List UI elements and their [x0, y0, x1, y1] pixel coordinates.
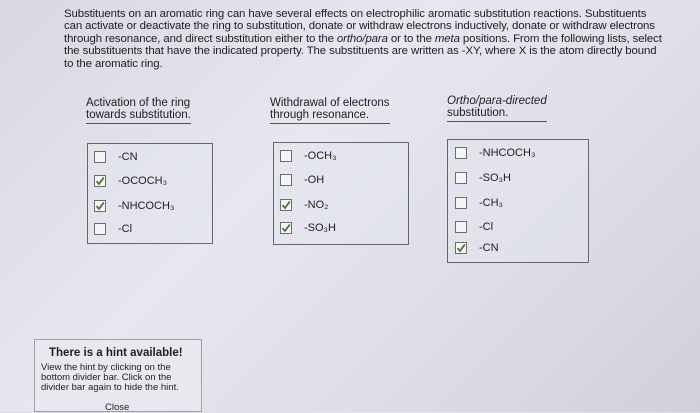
checkbox[interactable] [280, 199, 292, 211]
column-header-line: Activation of the ring [86, 97, 191, 109]
hint-panel [34, 339, 202, 412]
hint-body: View the hint by clicking on the bottom divider bar. Click on the divider bar again to hide the hint. [41, 362, 179, 394]
column-header-line: through resonance. [270, 109, 370, 121]
checkbox[interactable] [94, 223, 106, 235]
checkbox[interactable] [455, 221, 467, 233]
option-label: -OCH₃ [304, 150, 337, 162]
checkbox[interactable] [280, 174, 292, 186]
column-header-line: Ortho/para-directed [447, 95, 547, 107]
column-header-activation [86, 97, 191, 124]
instructions-ortho-para: ortho/para [336, 32, 388, 45]
option-och3[interactable] [280, 149, 337, 163]
option-ococh3[interactable] [94, 174, 167, 188]
option-cl[interactable] [455, 220, 493, 234]
checkbox[interactable] [94, 200, 106, 212]
option-label: -CH₃ [479, 197, 504, 209]
column-header-line: Withdrawal of electrons [270, 97, 390, 109]
checkbox[interactable] [94, 151, 106, 163]
checkbox[interactable] [455, 242, 467, 254]
option-cn[interactable] [94, 150, 138, 164]
option-cl[interactable] [94, 222, 132, 236]
column-header-resonance [270, 97, 390, 124]
checkbox[interactable] [94, 175, 106, 187]
option-label: -OH [304, 174, 325, 186]
option-so3h[interactable] [280, 221, 336, 235]
option-label: -Cl [479, 221, 494, 233]
option-no2[interactable] [280, 198, 328, 212]
checkbox[interactable] [455, 147, 467, 159]
checkbox[interactable] [455, 197, 467, 209]
checkbox[interactable] [455, 172, 467, 184]
column-header-line: towards substitution. [86, 109, 191, 121]
option-so3h[interactable] [455, 171, 511, 185]
option-label: -CN [479, 242, 499, 254]
option-ch3[interactable] [455, 196, 503, 210]
column-header-line: substitution. [447, 107, 509, 119]
option-nhcoch3[interactable] [94, 199, 174, 213]
option-oh[interactable] [280, 173, 324, 187]
instructions-part-1: Substituents on an aromatic ring can have several effects on electrophilic aromatic substitution reactions. Substituents can activate or deactivate the ring to substitution, donate or withdraw electrons inductively, donate or withdraw electrons through resonance, and direct substitution either to the [64, 8, 655, 45]
instructions-meta: meta [434, 32, 460, 45]
instructions-text [64, 8, 664, 70]
option-label: -NHCOCH₃ [479, 147, 536, 159]
column-header-ortho-para [447, 95, 547, 122]
option-cn[interactable] [455, 241, 499, 255]
instructions-part-2: or to the [387, 32, 435, 45]
checkbox[interactable] [280, 222, 292, 234]
option-label: -Cl [118, 223, 133, 235]
option-label: -NHCOCH₃ [118, 200, 175, 212]
option-label: -OCOCH₃ [118, 175, 168, 187]
hint-close-link[interactable]: Close [105, 402, 130, 413]
option-nhcoch3[interactable] [455, 146, 535, 160]
option-label: -SO₃H [304, 222, 336, 234]
option-label: -SO₃H [479, 172, 511, 184]
checkbox[interactable] [280, 150, 292, 162]
option-label: -CN [118, 151, 138, 163]
instructions-part-3: positions. From the following lists, select the substituents that have the indicated property. The substituents are written as -XY, where X is the atom directly bound to the aromatic ring. [64, 32, 662, 70]
option-label: -NO₂ [304, 199, 329, 211]
hint-title: There is a hint available! [49, 347, 183, 359]
